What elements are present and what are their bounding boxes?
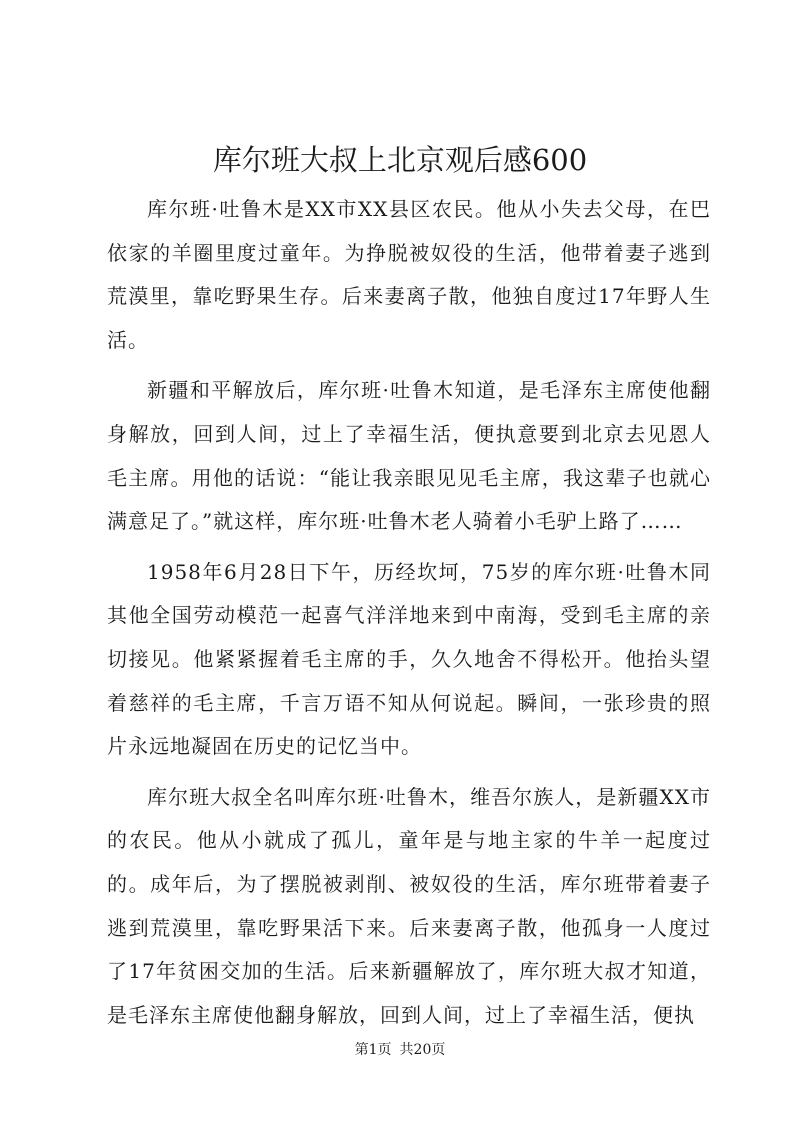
page-number: 第1页 xyxy=(354,1042,392,1058)
page-title: 库尔班大叔上北京观后感600 xyxy=(212,143,588,177)
document-body xyxy=(107,188,711,1037)
paragraph-2: 新疆和平解放后，库尔班·吐鲁木知道，是毛泽东主席使他翻身解放，回到人间，过上了幸福生活，便执意要到北京去见恩人毛主席。用他的话说：“能让我亲眼见见毛主席，我这辈子也就心满意足了。”就这样，库尔班·吐鲁木老人骑着小毛驴上路了…… xyxy=(107,378,711,534)
paragraph-4: 库尔班大叔全名叫库尔班·吐鲁木，维吾尔族人，是新疆XX市的农民。他从小就成了孤儿，童年是与地主家的牛羊一起度过的。成年后，为了摆脱被剥削、被奴役的生活，库尔班带着妻子逃到荒漠里，靠吃野果活下来。后来妻离子散，他孤身一人度过了17年贫困交加的生活。后来新疆解放了，库尔班大叔才知道，是毛泽东主席使他翻身解放，回到人间，过上了幸福生活，便执 xyxy=(107,784,711,1027)
page-total: 共20页 xyxy=(399,1042,446,1058)
paragraph-1: 库尔班·吐鲁木是XX市XX县区农民。他从小失去父母，在巴依家的羊圈里度过童年。为挣脱被奴役的生活，他带着妻子逃到荒漠里，靠吃野果生存。后来妻离子散，他独自度过17年野人生活。 xyxy=(107,197,711,352)
paragraph-3: 1958年6月28日下午，历经坎坷，75岁的库尔班·吐鲁木同其他全国劳动模范一起喜气洋洋地来到中南海，受到毛主席的亲切接见。他紧紧握着毛主席的手，久久地舍不得松开。他抬头望着慈祥的毛主席，千言万语不知从何说起。瞬间，一张珍贵的照片永远地凝固在历史的记忆当中。 xyxy=(107,559,711,759)
page-footer xyxy=(0,1040,800,1060)
